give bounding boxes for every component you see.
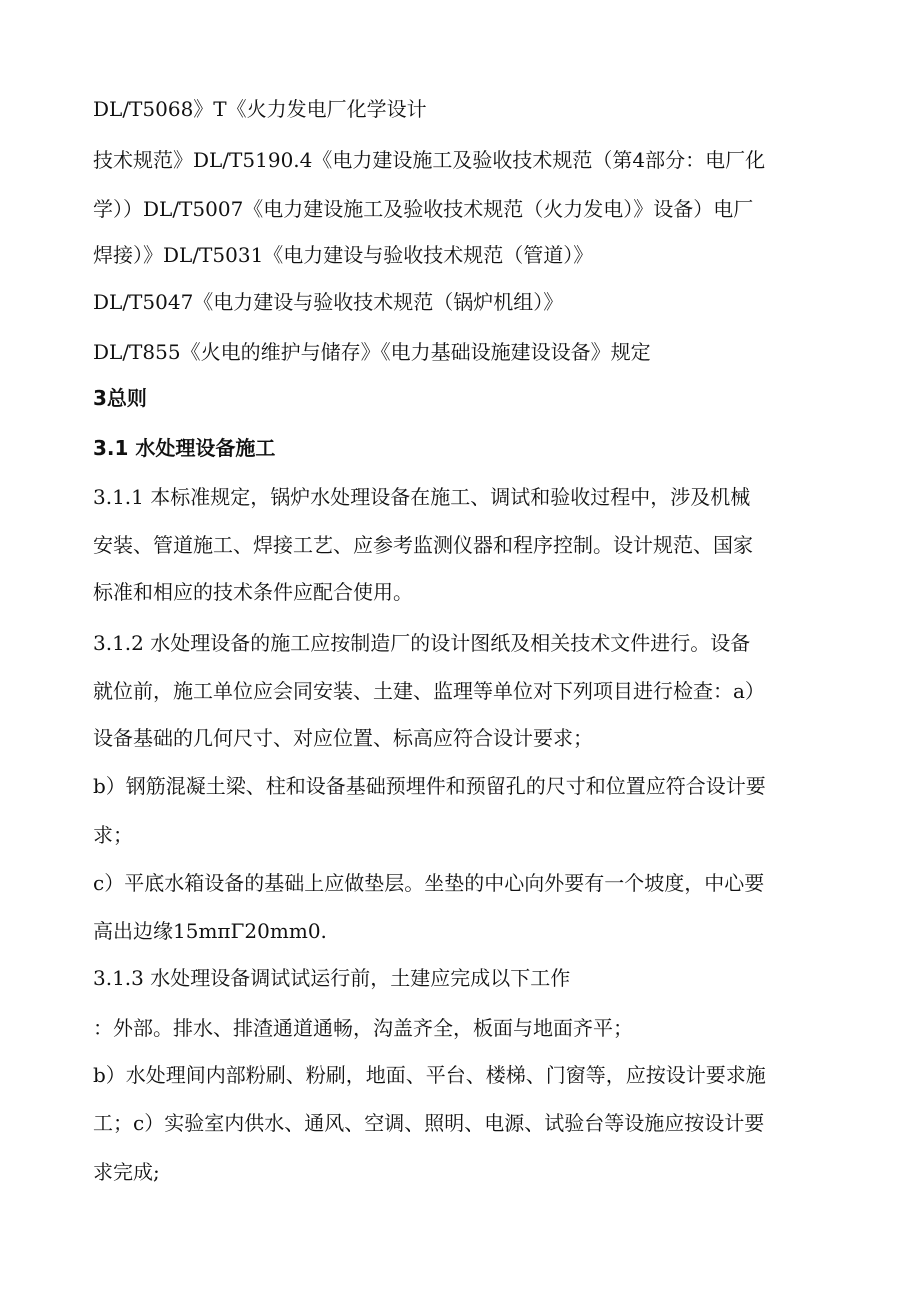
list-item-c-line-1: c）平底水箱设备的基础上应做垫层。坐垫的中心向外要有一个坡度，中心要: [93, 871, 765, 895]
standard-ref-line-5: DL/T5047《电力建设与验收技术规范（锅炉机组）》: [93, 290, 564, 314]
standard-ref-line-6: DL/T855《火电的维护与储存》《电力基础设施建设设备》规定: [93, 340, 651, 364]
list-item-b-line-2: 求；: [93, 823, 133, 847]
list-item-b2-line-2: 工；c）实验室内供水、通风、空调、照明、电源、试验台等设施应按设计要: [93, 1111, 765, 1135]
paragraph-3-1-2-line-3: 设备基础的几何尺寸、对应位置、标高应符合设计要求；: [93, 726, 593, 750]
list-item-b2-line-3: 求完成;: [93, 1160, 160, 1184]
list-item-b2-line-1: b）水处理间内部粉刷、粉刷，地面、平台、楼梯、门窗等，应按设计要求施: [93, 1063, 766, 1087]
paragraph-3-1-2-line-2: 就位前，施工单位应会同安装、土建、监理等单位对下列项目进行检查：a）: [93, 679, 765, 703]
subsection-heading-3-1: 3.1 水处理设备施工: [93, 436, 276, 460]
paragraph-3-1-3-line-1: 3.1.3 水处理设备调试试运行前，土建应完成以下工作: [93, 966, 571, 990]
list-item-c-line-2: 高出边缘15mπΓ20mm0.: [93, 919, 327, 943]
paragraph-3-1-3-line-2: ：外部。排水、排渣通道通畅，沟盖齐全，板面与地面齐平；: [93, 1016, 633, 1040]
paragraph-3-1-1-line-3: 标准和相应的技术条件应配合使用。: [93, 580, 413, 604]
standard-ref-line-1: DL/T5068》T《火力发电厂化学设计: [93, 97, 427, 121]
paragraph-3-1-1-line-2: 安装、管道施工、焊接工艺、应参考监测仪器和程序控制。设计规范、国家: [93, 533, 753, 557]
section-heading-general: 3总则: [93, 386, 147, 410]
paragraph-3-1-2-line-1: 3.1.2 水处理设备的施工应按制造厂的设计图纸及相关技术文件进行。设备: [93, 631, 751, 655]
standard-ref-line-2: 技术规范》DL/T5190.4《电力建设施工及验收技术规范（第4部分：电厂化: [93, 148, 766, 172]
standard-ref-line-4: 焊接）》DL/T5031《电力建设与验收技术规范（管道）》: [93, 243, 594, 267]
list-item-b-line-1: b）钢筋混凝土梁、柱和设备基础预埋件和预留孔的尺寸和位置应符合设计要: [93, 774, 766, 798]
paragraph-3-1-1-line-1: 3.1.1 本标准规定，锅炉水处理设备在施工、调试和验收过程中，涉及机械: [93, 485, 751, 509]
standard-ref-line-3: 学））DL/T5007《电力建设施工及验收技术规范（火力发电）》设备）电厂: [93, 197, 754, 221]
